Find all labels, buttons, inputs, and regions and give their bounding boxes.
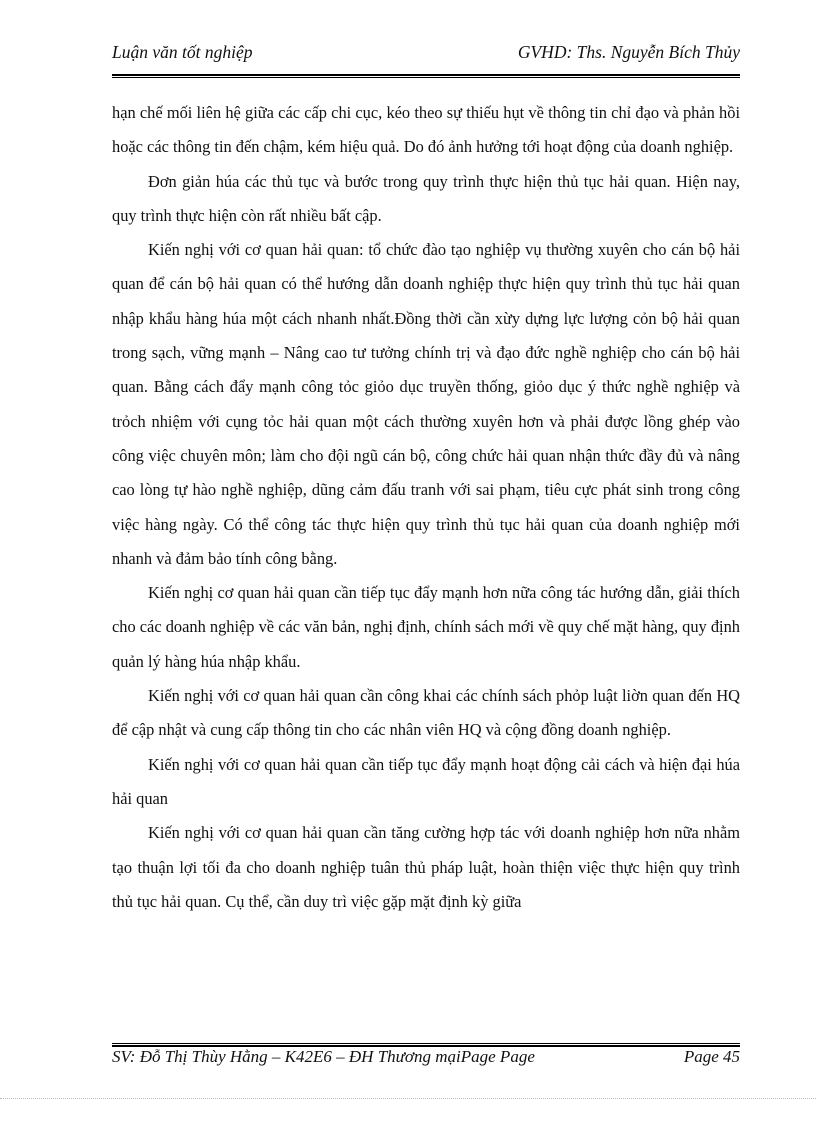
footer-student-info: SV: Đỗ Thị Thùy Hằng – K42E6 – ĐH Thương mạiPage Page xyxy=(112,1047,535,1066)
page-header xyxy=(112,40,740,70)
header-thesis-title: Luận văn tốt nghiệp xyxy=(112,42,253,62)
paragraph: Kiến nghị cơ quan hải quan cần tiếp tục đẩy mạnh hơn nữa công tác hướng dẫn, giải thích cho các doanh nghiệp về các văn bản, nghị định, chính sách mới về quy chế mặt hàng, quy định quản lý hàng húa nhập khẩu. xyxy=(112,583,740,671)
document-body xyxy=(112,96,740,919)
paragraph: Kiến nghị với cơ quan hải quan cần công khai các chính sách phỏp luật liờn quan đến HQ để cập nhật và cung cấp thông tin cho các nhân viên HQ và cộng đồng doanh nghiệp. xyxy=(112,686,740,740)
page-number: Page 45 xyxy=(683,1047,740,1066)
header-rule xyxy=(112,74,740,78)
paragraph: Kiến nghị với cơ quan hải quan: tổ chức đào tạo nghiệp vụ thường xuyên cho cán bộ hải quan để cán bộ hải quan có thể hướng dẫn doanh nghiệp thực hiện quy trình thủ tục hải quan nhập khẩu hàng húa một cách nhanh nhất.Đồng thời cần xừy dựng lực lượng cỏn bộ hải quan trong sạch, vững mạnh – Nâng cao tư tưởng chính trị và đạo đức nghề nghiệp cho cán bộ hải quan. Bằng cách đẩy mạnh công tỏc giỏo dục truyền thống, giỏo dục ý thức nghề nghiệp và trỏch nhiệm với cụng tỏc hải quan một cách thường xuyên hơn và phải được lồng ghép vào công việc chuyên môn; làm cho đội ngũ cán bộ, công chức hải quan nhận thức đầy đủ và nâng cao lòng tự hào nghề nghiệp, dũng cảm đấu tranh với sai phạm, tiêu cực phát sinh trong công việc hàng ngày. Có thể công tác thực hiện quy trình thủ tục hải quan của doanh nghiệp mới nhanh và đảm bảo tính công bằng. xyxy=(112,240,740,568)
paragraph: Đơn giản húa các thủ tục và bước trong quy trình thực hiện thủ tục hải quan. Hiện nay, quy trình thực hiện còn rất nhiều bất cập. xyxy=(112,171,740,225)
paragraph: Kiến nghị với cơ quan hải quan cần tiếp tục đẩy mạnh hoạt động cải cách và hiện đại húa hải quan xyxy=(112,754,740,808)
paragraph-continued: hạn chế mối liên hệ giữa các cấp chi cục, kéo theo sự thiếu hụt về thông tin chỉ đạo và phản hồi hoặc các thông tin đến chậm, kém hiệu quả. Do đó ảnh hưởng tới hoạt động của doanh nghiệp. xyxy=(112,103,740,157)
page-footer xyxy=(112,1047,740,1071)
paragraph: Kiến nghị với cơ quan hải quan cần tăng cường hợp tác với doanh nghiệp hơn nữa nhằm tạo thuận lợi tối đa cho doanh nghiệp tuân thủ pháp luật, hoàn thiện việc thực hiện quy trình thủ tục hải quan. Cụ thể, cần duy trì việc gặp mặt định kỳ giữa xyxy=(112,823,740,911)
header-supervisor: GVHD: Ths. Nguyễn Bích Thủy xyxy=(517,42,740,62)
page-edge-divider xyxy=(0,1098,816,1099)
